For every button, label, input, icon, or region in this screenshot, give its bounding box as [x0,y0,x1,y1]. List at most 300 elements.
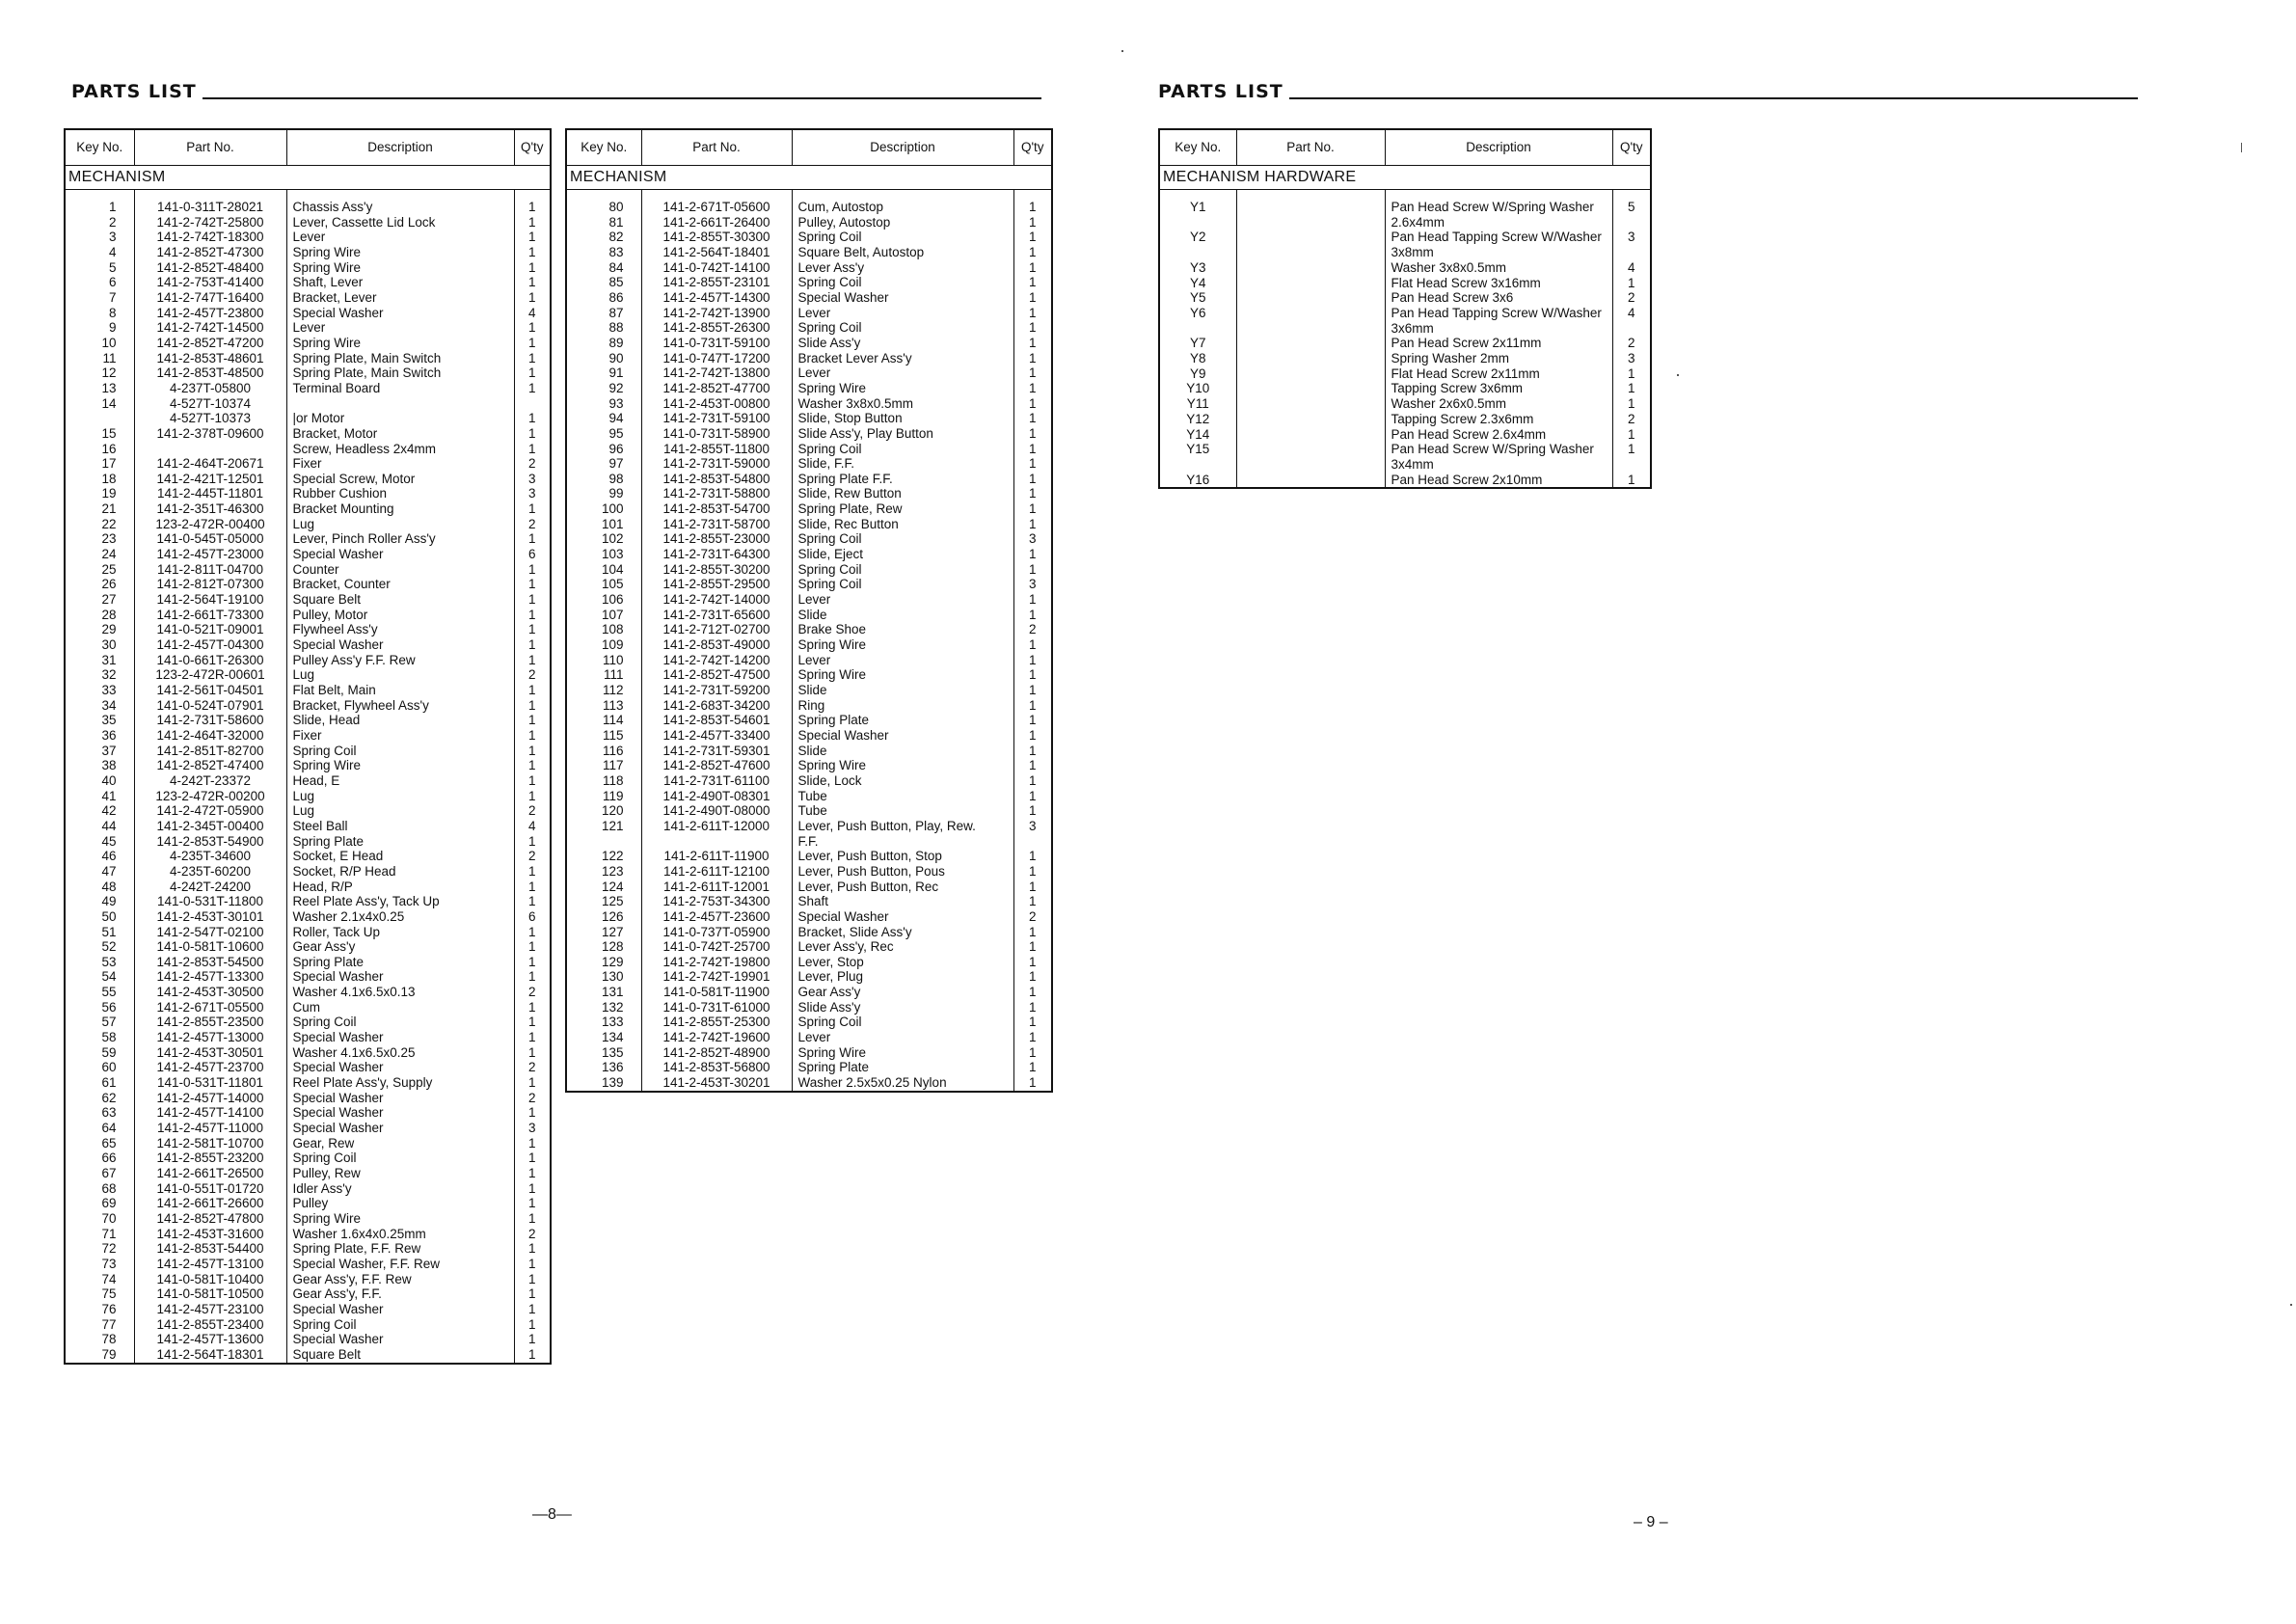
part-no-cell: 141-2-457T-13000 [134,1030,286,1045]
part-no-cell: 141-2-855T-30200 [641,562,792,578]
qty-cell: 2 [527,803,536,819]
description-cell: Special Washer [286,547,514,562]
part-no-cell: 141-2-453T-30500 [134,985,286,1000]
key-no-cell: Y11 [1159,396,1236,412]
qty-cell: 2 [1028,622,1037,637]
description-cell: Slide, F.F. [792,456,1013,472]
header-key-no: Key No. [566,129,641,166]
description-cell: Slide, Eject [792,547,1013,562]
part-no-cell: 141-2-453T-30101 [134,909,286,925]
qty-cell: 6 [527,908,536,924]
header-row [65,129,551,166]
description-cell: Spring Wire [792,667,1013,683]
key-no-cell: 3 [65,230,134,245]
part-no-cell: 141-2-853T-54800 [641,472,792,487]
qty-cell: 1 [1028,772,1037,788]
table-row [1159,381,1651,396]
description-cell: Lever, Push Button, Stop [792,849,1013,864]
part-no-cell: 141-2-611T-12001 [641,880,792,895]
part-no-cell: 141-2-753T-34300 [641,894,792,909]
description-cell: Lever, Cassette Lid Lock [286,215,514,230]
page-title-text: PARTS LIST [1158,81,1283,102]
header-part-no: Part No. [641,129,792,166]
table-row [566,637,1052,653]
description-cell: Slide Ass'y [792,336,1013,351]
table-row [566,411,1052,426]
part-no-cell: 141-2-851T-82700 [134,744,286,759]
qty-cell: 1 [1028,879,1037,894]
table-row [65,501,551,517]
part-no-cell: 141-2-742T-14500 [134,320,286,336]
table-row [65,260,551,276]
key-no-cell: 107 [566,608,641,623]
part-no-cell: 141-2-742T-19901 [641,969,792,985]
key-no-cell: 30 [65,637,134,653]
table-row [65,442,551,457]
description-cell: Spring Plate, F.F. Rew [286,1241,514,1257]
key-no-cell: 47 [65,864,134,880]
part-no-cell: 141-2-661T-73300 [134,608,286,623]
description-cell: Spring Coil [286,744,514,759]
qty-cell: 1 [1627,365,1635,381]
part-no-cell: 141-0-581T-10400 [134,1272,286,1287]
qty-cell: 1 [1028,1015,1037,1030]
qty-cell: 1 [1028,592,1037,608]
key-no-cell: 96 [566,442,641,457]
key-no-cell: 88 [566,320,641,336]
qty-cell: 1 [1028,939,1037,955]
qty-cell: 1 [1028,320,1037,336]
table-row [566,396,1052,412]
description-cell: Terminal Board [286,381,514,396]
table-row [65,880,551,895]
table-row [65,472,551,487]
table-row [65,985,551,1000]
qty-cell: 1 [1028,259,1037,275]
table-row [65,1075,551,1091]
table-row [566,577,1052,592]
qty-cell: 2 [527,1090,536,1105]
key-no-cell: 93 [566,396,641,412]
key-no-cell: 73 [65,1257,134,1272]
qty-cell: 1 [1028,365,1037,381]
key-no-cell: 79 [65,1347,134,1364]
qty-cell: 2 [527,1226,536,1241]
key-no-cell: 55 [65,985,134,1000]
description-cell: Special Washer [286,969,514,985]
table-row [65,925,551,940]
table-row [65,1150,551,1166]
description-cell: Special Washer [286,1302,514,1317]
table-row [65,320,551,336]
qty-cell: 1 [1028,743,1037,758]
qty-cell: 1 [527,592,536,608]
qty-cell: 1 [527,1301,536,1316]
part-no-cell: 141-0-531T-11801 [134,1075,286,1091]
qty-cell: 1 [1028,200,1037,214]
description-cell: Spring Wire [792,381,1013,396]
part-no-cell: 141-2-661T-26500 [134,1166,286,1181]
description-cell: Washer 3x8x0.5mm [1385,260,1612,276]
key-no-cell: 1 [65,190,134,215]
description-cell: Spring Coil [792,230,1013,245]
part-no-cell: 141-2-853T-49000 [641,637,792,653]
qty-cell: 1 [1627,426,1635,442]
part-no-cell: 141-2-731T-59000 [641,456,792,472]
key-no-cell: 41 [65,789,134,804]
key-no-cell: 109 [566,637,641,653]
part-no-cell: 141-2-611T-12000 [641,819,792,834]
table-row [65,426,551,442]
table-row [65,230,551,245]
description-cell: Lever Ass'y [792,260,1013,276]
header-description: Description [792,129,1013,166]
key-no-cell: 29 [65,622,134,637]
scan-speck [1121,50,1123,52]
qty-cell: 1 [527,1166,536,1180]
description-cell: Pulley [286,1196,514,1211]
part-no-cell: 141-2-683T-34200 [641,698,792,714]
description-cell: Special Washer [286,637,514,653]
table-row [566,698,1052,714]
key-no-cell: 45 [65,834,134,850]
key-no-cell: 136 [566,1060,641,1075]
table-row [65,1000,551,1015]
description-cell: Lever, Stop [792,955,1013,970]
key-no-cell: 85 [566,275,641,290]
key-no-cell: 19 [65,486,134,501]
key-no-cell: 95 [566,426,641,442]
description-cell: Lug [286,667,514,683]
qty-cell: 1 [527,531,536,547]
table-row [65,351,551,366]
key-no-cell: 60 [65,1060,134,1075]
table-row [65,365,551,381]
table-row [566,245,1052,260]
table-row [65,744,551,759]
qty-cell: 2 [1028,908,1037,924]
part-no-cell: 141-2-445T-11801 [134,486,286,501]
part-no-cell [1236,366,1385,382]
qty-cell: 1 [527,259,536,275]
key-no-cell: 54 [65,969,134,985]
scan-speck [2241,143,2242,152]
description-cell: Counter [286,562,514,578]
description-cell: Slide [792,683,1013,698]
part-no-cell: 141-0-731T-61000 [641,1000,792,1015]
part-no-cell: 141-2-731T-61100 [641,773,792,789]
description-cell: Cum [286,1000,514,1015]
qty-cell: 1 [1028,637,1037,653]
table-row [65,1241,551,1257]
key-no-cell: Y14 [1159,427,1236,443]
key-no-cell: Y10 [1159,381,1236,396]
key-no-cell: 139 [566,1075,641,1092]
part-no-cell: 141-0-731T-58900 [641,426,792,442]
part-no-cell [1236,306,1385,336]
description-cell: Lever, Push Button, Play, Rew. [792,819,1013,834]
part-no-cell: 141-2-731T-59200 [641,683,792,698]
table-row [566,501,1052,517]
qty-cell: 1 [1028,471,1037,486]
key-no-cell: 84 [566,260,641,276]
table-row [65,758,551,773]
part-no-cell [1236,276,1385,291]
part-no-cell: 141-0-545T-05000 [134,531,286,547]
table-row [65,1257,551,1272]
part-no-cell: 141-2-731T-59301 [641,744,792,759]
table-row [566,622,1052,637]
part-no-cell: 141-0-521T-09001 [134,622,286,637]
section-row [566,166,1052,190]
key-no-cell: 13 [65,381,134,396]
table-row [65,1045,551,1061]
qty-cell: 1 [527,425,536,441]
qty-cell: 1 [1028,697,1037,713]
qty-cell: 1 [527,637,536,653]
key-no-cell: 108 [566,622,641,637]
key-no-cell: 122 [566,849,641,864]
part-no-cell: 141-2-457T-14000 [134,1091,286,1106]
qty-cell: 1 [1028,244,1037,259]
part-no-cell: 141-2-457T-14100 [134,1105,286,1121]
table-row [65,637,551,653]
table-row [65,517,551,532]
description-cell: Slide, Rew Button [792,486,1013,501]
description-cell: Pan Head Tapping Screw W/Washer 3x8mm [1385,230,1612,259]
description-cell: Slide [792,744,1013,759]
description-cell: Spring Coil [792,562,1013,578]
description-cell: Fixer [286,728,514,744]
table-row [566,1075,1052,1092]
description-cell: Spring Coil [286,1317,514,1333]
table-row [65,396,551,412]
qty-cell: 1 [1028,894,1037,909]
part-no-cell: 141-2-547T-02100 [134,925,286,940]
qty-cell: 1 [1028,954,1037,969]
key-no-cell: 98 [566,472,641,487]
table-row [65,1091,551,1106]
table-row [566,969,1052,985]
description-cell: Washer 2.5x5x0.25 Nylon [792,1075,1013,1092]
qty-cell: 1 [527,1015,536,1030]
description-cell: Square Belt, Autostop [792,245,1013,260]
part-no-cell: 141-2-457T-13100 [134,1257,286,1272]
part-no-cell: 141-2-753T-41400 [134,275,286,290]
table-row [566,939,1052,955]
description-cell: Flat Head Screw 3x16mm [1385,276,1612,291]
qty-cell: 1 [527,1256,536,1271]
part-no-cell: 141-2-345T-00400 [134,819,286,834]
table-row [566,190,1052,215]
table-row [65,683,551,698]
qty-cell: 1 [1028,380,1037,395]
key-no-cell: 44 [65,819,134,834]
key-no-cell: 118 [566,773,641,789]
qty-cell: 1 [527,683,536,697]
table-row [65,728,551,744]
table-row [566,592,1052,608]
qty-cell: 1 [527,697,536,713]
table-row [566,985,1052,1000]
table-row [65,864,551,880]
description-cell: Spring Plate [792,713,1013,728]
qty-cell: 1 [527,289,536,305]
table-row [566,275,1052,290]
table-row [566,456,1052,472]
part-no-cell: 141-2-731T-58800 [641,486,792,501]
part-no-cell: 141-2-731T-58600 [134,713,286,728]
table-row [566,789,1052,804]
key-no-cell: 68 [65,1181,134,1197]
part-no-cell: 141-2-742T-25800 [134,215,286,230]
table-row [65,622,551,637]
description-cell: Shaft [792,894,1013,909]
part-no-cell: 141-2-853T-54500 [134,955,286,970]
description-cell: Brake Shoe [792,622,1013,637]
description-cell: Spring Coil [792,577,1013,592]
description-cell: Lug [286,789,514,804]
table-row [65,803,551,819]
key-no-cell: 53 [65,955,134,970]
key-no-cell: 67 [65,1166,134,1181]
key-no-cell: 134 [566,1030,641,1045]
key-no-cell: 126 [566,909,641,925]
description-cell: Spring Coil [792,442,1013,457]
table-row [566,562,1052,578]
key-no-cell: 64 [65,1121,134,1136]
qty-cell: 1 [1627,275,1635,290]
key-no-cell: 124 [566,880,641,895]
key-no-cell: 25 [65,562,134,578]
qty-cell: 1 [1028,486,1037,501]
qty-cell: 1 [527,999,536,1015]
qty-cell: 3 [1028,818,1037,833]
key-no-cell: 31 [65,653,134,668]
key-no-cell: 57 [65,1015,134,1030]
description-cell: Spring Coil [792,1015,1013,1030]
description-cell: Spring Plate, Rew [792,501,1013,517]
qty-cell [1013,834,1052,850]
table-row [566,290,1052,306]
table-row [65,698,551,714]
part-no-cell: 141-2-661T-26400 [641,215,792,230]
key-no-cell [65,411,134,426]
key-no-cell: Y15 [1159,442,1236,472]
description-cell [286,396,514,412]
table-row [65,1060,551,1075]
part-no-cell [1236,427,1385,443]
part-no-cell: 4-242T-24200 [134,880,286,895]
key-no-cell: 100 [566,501,641,517]
key-no-cell: Y16 [1159,473,1236,489]
section-row [1159,166,1651,190]
description-cell: Idler Ass'y [286,1181,514,1197]
key-no-cell: 50 [65,909,134,925]
key-no-cell: 69 [65,1196,134,1211]
key-no-cell: 26 [65,577,134,592]
table-row [566,894,1052,909]
part-no-cell: 141-2-457T-23700 [134,1060,286,1075]
qty-cell: 1 [527,607,536,622]
table-row [566,215,1052,230]
qty-cell: 4 [527,818,536,833]
part-no-cell: 123-2-472R-00200 [134,789,286,804]
description-cell: Slide, Rec Button [792,517,1013,532]
title-rule [1289,97,2138,99]
part-no-cell: 141-2-351T-46300 [134,501,286,517]
description-cell: Spring Plate, Main Switch [286,365,514,381]
key-no-cell: 116 [566,744,641,759]
key-no-cell: 59 [65,1045,134,1061]
description-cell: Spring Wire [286,245,514,260]
table-row [65,562,551,578]
part-no-cell: 141-2-731T-59100 [641,411,792,426]
part-no-cell: 141-0-661T-26300 [134,653,286,668]
key-no-cell: 61 [65,1075,134,1091]
part-no-cell: 123-2-472R-00601 [134,667,286,683]
description-cell: Lug [286,803,514,819]
table-row [566,1000,1052,1015]
part-no-cell: 141-2-852T-47800 [134,1211,286,1227]
key-no-cell: 22 [65,517,134,532]
description-cell: Special Washer [286,1060,514,1075]
description-cell: Washer 3x8x0.5mm [792,396,1013,412]
key-no-cell: 119 [566,789,641,804]
part-no-cell: 141-2-852T-47700 [641,381,792,396]
key-no-cell: 52 [65,939,134,955]
part-no-cell: 141-2-457T-11000 [134,1121,286,1136]
qty-cell: 1 [1028,456,1037,472]
description-cell: Spring Coil [286,1015,514,1030]
table-row [1159,366,1651,382]
part-no-cell [1236,412,1385,427]
key-no-cell [566,834,641,850]
table-row [1159,260,1651,276]
table-row [566,1045,1052,1061]
part-no-cell: 141-2-855T-23400 [134,1317,286,1333]
description-cell: Lever [286,230,514,245]
key-no-cell: 111 [566,667,641,683]
key-no-cell: 11 [65,351,134,366]
description-cell: Special Washer [286,1121,514,1136]
scan-speck [1677,374,1679,376]
part-no-cell: 141-2-855T-23200 [134,1150,286,1166]
table-row [65,190,551,215]
key-no-cell: 66 [65,1150,134,1166]
table-row [566,834,1052,850]
key-no-cell: 83 [566,245,641,260]
qty-cell: 1 [527,1180,536,1196]
part-no-cell: 141-2-378T-09600 [134,426,286,442]
table-row [566,653,1052,668]
key-no-cell: 106 [566,592,641,608]
key-no-cell: 91 [566,365,641,381]
part-no-cell [641,834,792,850]
table-row [1159,306,1651,336]
description-cell: Spring Coil [792,275,1013,290]
description-cell: Pan Head Screw 2.6x4mm [1385,427,1612,443]
part-no-cell: 141-2-457T-23600 [641,909,792,925]
part-no-cell: 141-2-742T-14000 [641,592,792,608]
qty-cell: 1 [527,200,536,214]
description-cell: Socket, R/P Head [286,864,514,880]
qty-cell: 1 [527,275,536,290]
description-cell: Spring Plate [286,834,514,850]
qty-cell: 2 [527,849,536,864]
table-row [566,925,1052,940]
qty-cell: 1 [1028,607,1037,622]
